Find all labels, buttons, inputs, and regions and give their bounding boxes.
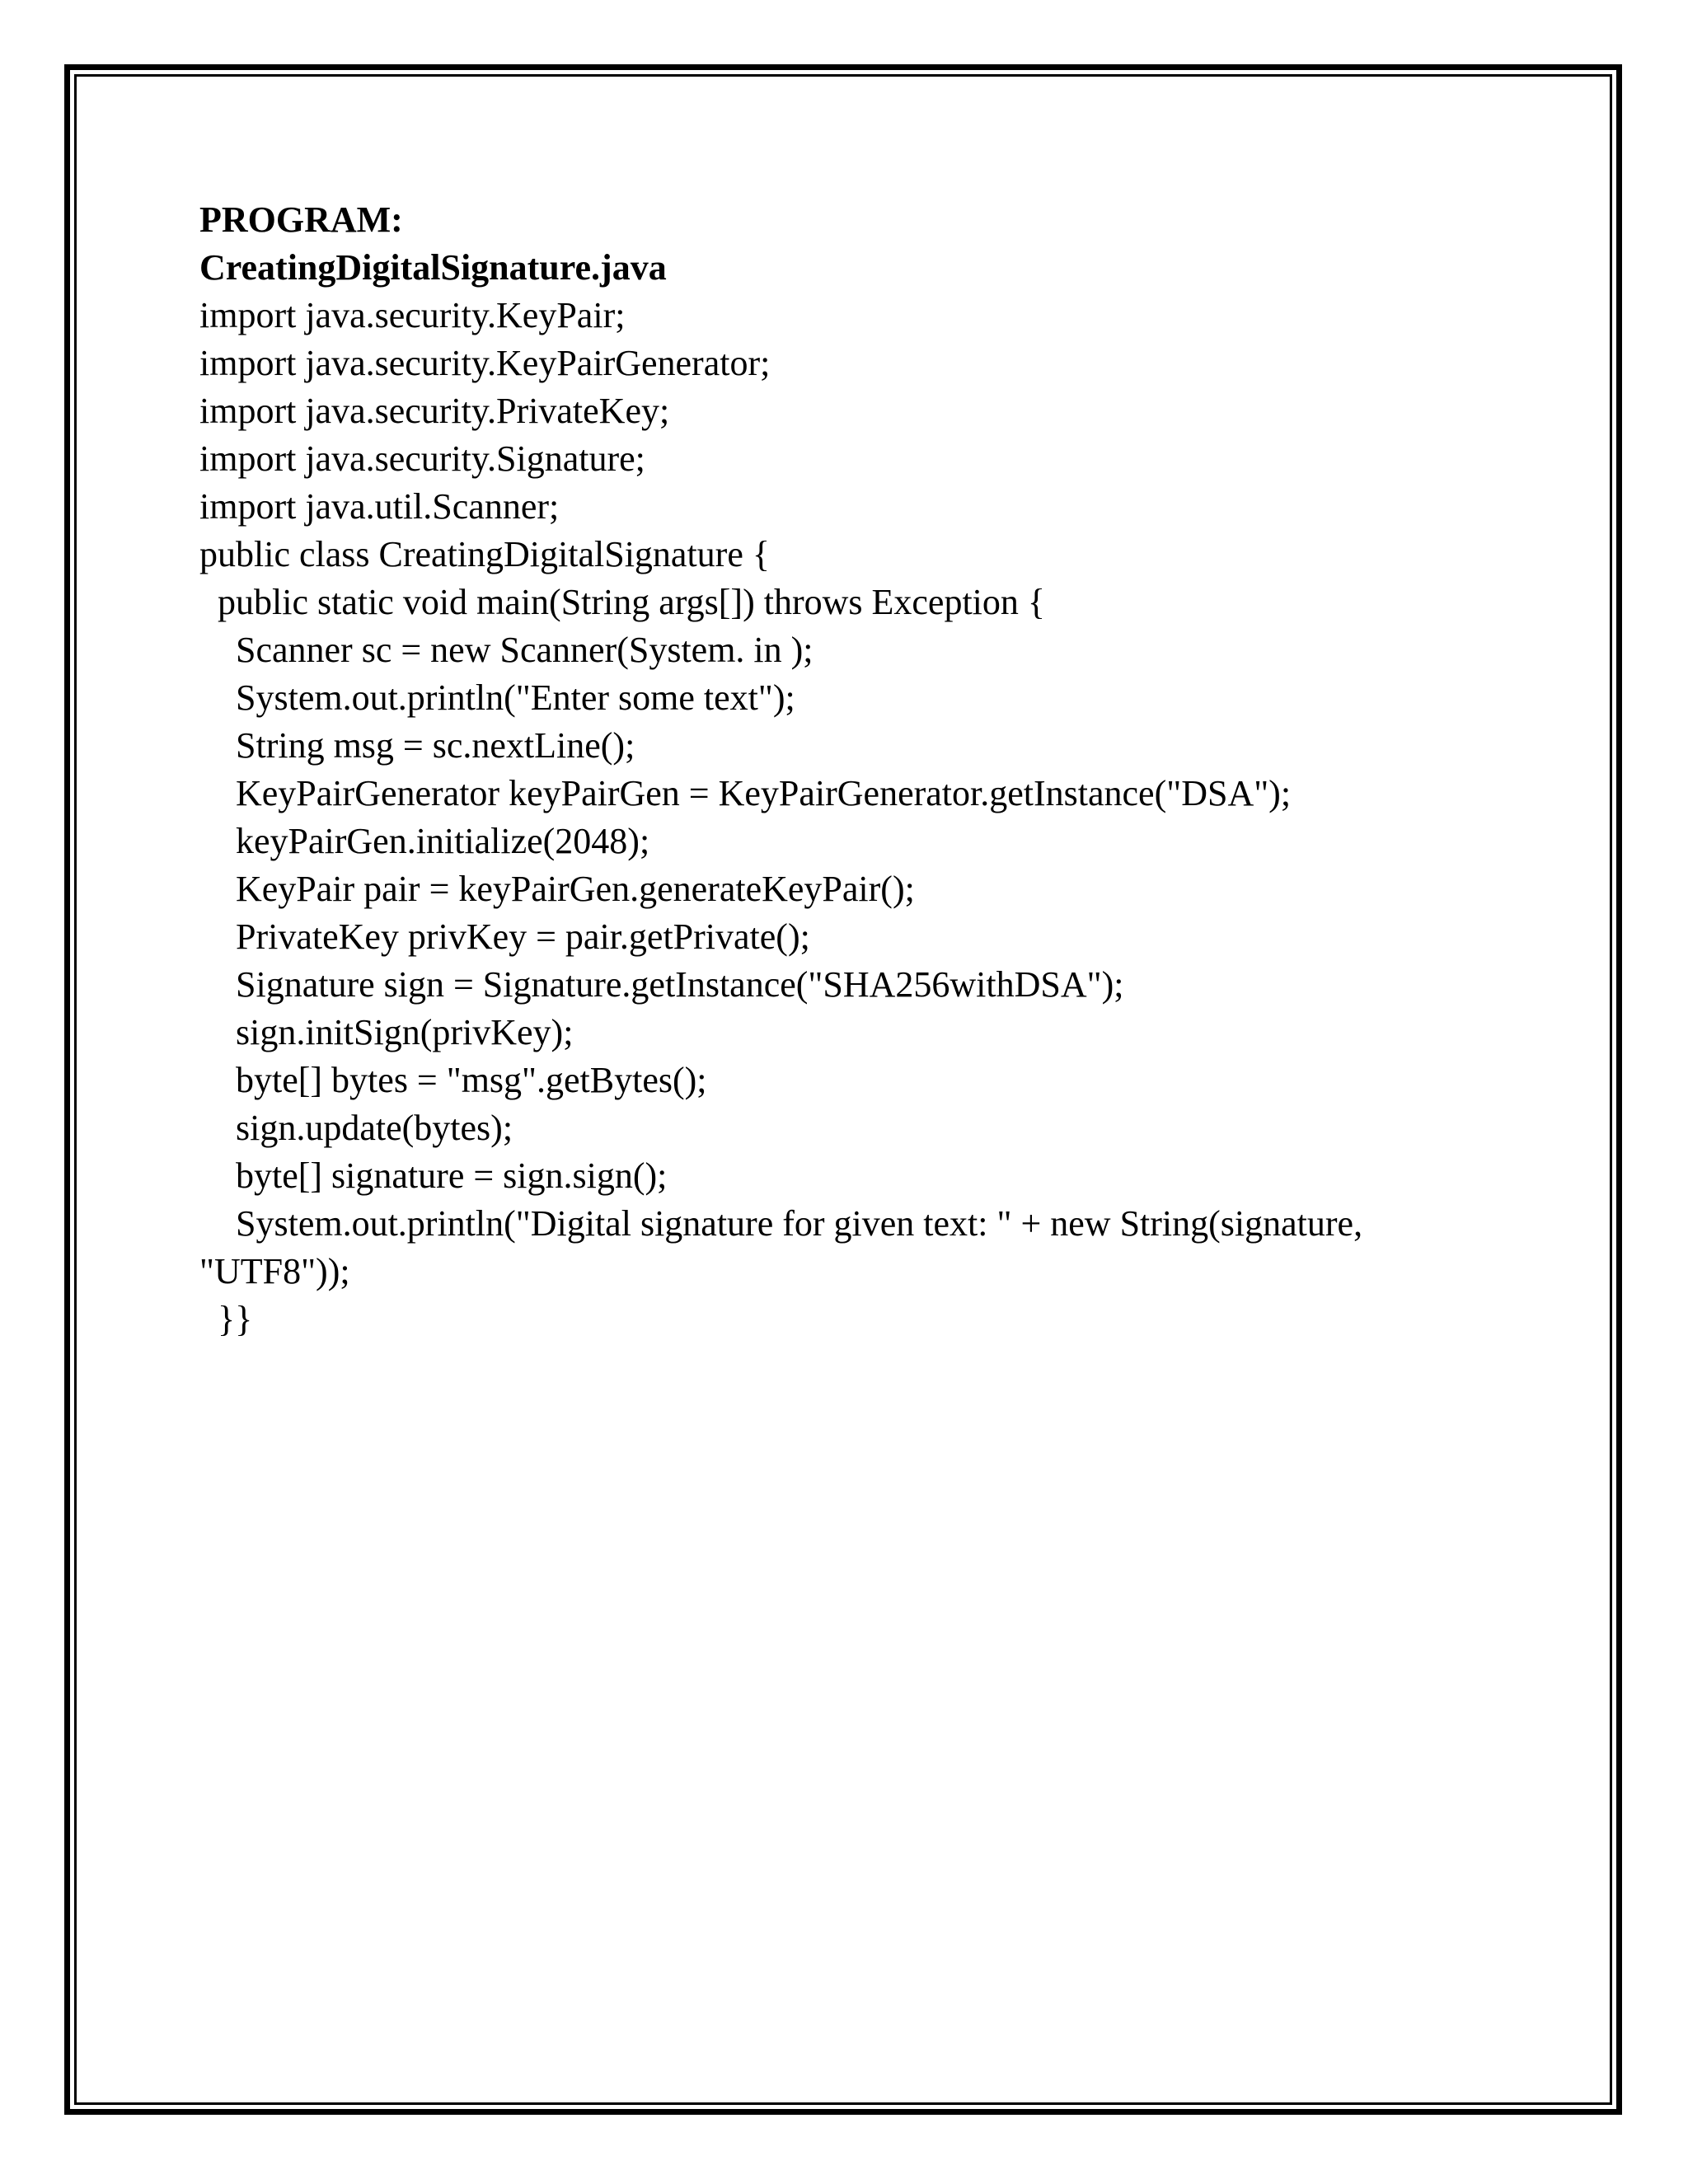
code-line: PrivateKey privKey = pair.getPrivate(); <box>199 916 810 957</box>
program-filename: CreatingDigitalSignature.java <box>199 247 667 288</box>
code-line: byte[] signature = sign.sign(); <box>199 1155 668 1196</box>
code-line: import java.security.PrivateKey; <box>199 391 670 431</box>
code-line: public static void main(String args[]) throws Exception { <box>199 582 1046 622</box>
code-line: import java.security.Signature; <box>199 438 645 479</box>
code-line: String msg = sc.nextLine(); <box>199 725 635 766</box>
code-line: keyPairGen.initialize(2048); <box>199 821 650 861</box>
code-line: public class CreatingDigitalSignature { <box>199 534 770 574</box>
code-line: import java.util.Scanner; <box>199 486 560 527</box>
code-line: System.out.println("Digital signature for given text: " + new String(signature, <box>199 1203 1363 1244</box>
code-line: KeyPairGenerator keyPairGen = KeyPairGenerator.getInstance("DSA"); <box>199 773 1292 813</box>
code-block <box>199 292 1502 1343</box>
code-line: "UTF8")); <box>199 1251 350 1291</box>
program-listing <box>199 196 1502 1343</box>
code-line: byte[] bytes = "msg".getBytes(); <box>199 1060 707 1100</box>
code-line: System.out.println("Enter some text"); <box>199 677 795 718</box>
code-line: Scanner sc = new Scanner(System. in ); <box>199 630 814 670</box>
code-line: import java.security.KeyPair; <box>199 295 626 335</box>
program-heading: PROGRAM: <box>199 199 403 240</box>
code-line: import java.security.KeyPairGenerator; <box>199 343 771 383</box>
code-line: KeyPair pair = keyPairGen.generateKeyPair(); <box>199 869 915 909</box>
code-line: sign.update(bytes); <box>199 1108 513 1148</box>
code-line: }} <box>199 1299 253 1339</box>
code-line: Signature sign = Signature.getInstance("SHA256withDSA"); <box>199 964 1124 1005</box>
code-line: sign.initSign(privKey); <box>199 1012 574 1052</box>
